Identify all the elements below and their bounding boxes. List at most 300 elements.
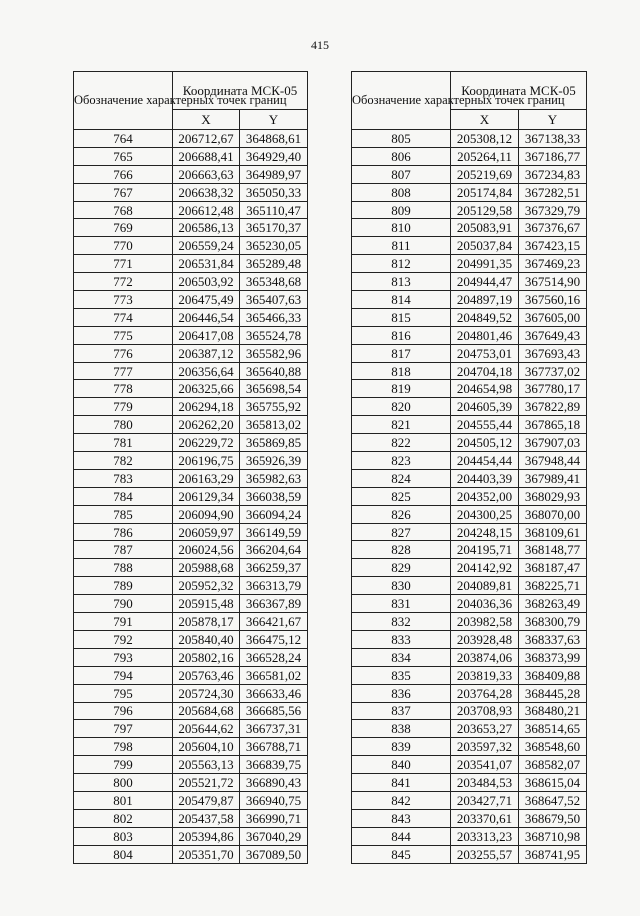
x-cell: 205802,16 bbox=[173, 648, 240, 666]
point-cell: 789 bbox=[74, 577, 173, 595]
y-cell: 368070,00 bbox=[519, 505, 587, 523]
table-row bbox=[74, 291, 308, 309]
x-cell: 206129,34 bbox=[173, 487, 240, 505]
y-cell: 368109,61 bbox=[519, 523, 587, 541]
table-row bbox=[74, 273, 308, 291]
table-row bbox=[74, 165, 308, 183]
point-cell: 807 bbox=[352, 165, 451, 183]
x-cell: 206417,08 bbox=[173, 326, 240, 344]
y-cell: 366990,71 bbox=[240, 809, 308, 827]
y-cell: 368514,65 bbox=[519, 720, 587, 738]
point-cell: 784 bbox=[74, 487, 173, 505]
point-cell: 819 bbox=[352, 380, 451, 398]
point-cell: 806 bbox=[352, 147, 451, 165]
table-row bbox=[352, 219, 587, 237]
y-cell: 366367,89 bbox=[240, 595, 308, 613]
x-cell: 203874,06 bbox=[451, 648, 519, 666]
table-row bbox=[74, 845, 308, 863]
table-row bbox=[74, 756, 308, 774]
table-row bbox=[352, 523, 587, 541]
x-cell: 206196,75 bbox=[173, 452, 240, 470]
y-cell: 365698,54 bbox=[240, 380, 308, 398]
y-cell: 368679,50 bbox=[519, 809, 587, 827]
x-cell: 206531,84 bbox=[173, 255, 240, 273]
y-cell: 365755,92 bbox=[240, 398, 308, 416]
table-row bbox=[352, 434, 587, 452]
y-cell: 365813,02 bbox=[240, 416, 308, 434]
x-cell: 206503,92 bbox=[173, 273, 240, 291]
header-x: X bbox=[173, 110, 240, 130]
y-cell: 365640,88 bbox=[240, 362, 308, 380]
header-point: Обозначение характерных точек границ bbox=[352, 72, 451, 130]
x-cell: 204089,81 bbox=[451, 577, 519, 595]
x-cell: 206559,24 bbox=[173, 237, 240, 255]
table-row bbox=[74, 648, 308, 666]
x-cell: 205604,10 bbox=[173, 738, 240, 756]
y-cell: 368647,52 bbox=[519, 791, 587, 809]
point-cell: 796 bbox=[74, 702, 173, 720]
point-cell: 764 bbox=[74, 130, 173, 148]
y-cell: 365230,05 bbox=[240, 237, 308, 255]
point-cell: 798 bbox=[74, 738, 173, 756]
point-cell: 816 bbox=[352, 326, 451, 344]
point-cell: 766 bbox=[74, 165, 173, 183]
y-cell: 366788,71 bbox=[240, 738, 308, 756]
y-cell: 367138,33 bbox=[519, 130, 587, 148]
y-cell: 366633,46 bbox=[240, 684, 308, 702]
y-cell: 368029,93 bbox=[519, 487, 587, 505]
table-row bbox=[74, 326, 308, 344]
x-cell: 203819,33 bbox=[451, 666, 519, 684]
y-cell: 365982,63 bbox=[240, 469, 308, 487]
y-cell: 368300,79 bbox=[519, 613, 587, 631]
table-row bbox=[352, 505, 587, 523]
point-cell: 794 bbox=[74, 666, 173, 684]
point-cell: 845 bbox=[352, 845, 451, 863]
table-row bbox=[74, 559, 308, 577]
table-row bbox=[352, 541, 587, 559]
x-cell: 203928,48 bbox=[451, 630, 519, 648]
table-row bbox=[74, 595, 308, 613]
x-cell: 203597,32 bbox=[451, 738, 519, 756]
y-cell: 366737,31 bbox=[240, 720, 308, 738]
table-row bbox=[352, 630, 587, 648]
x-cell: 204897,19 bbox=[451, 291, 519, 309]
y-cell: 365170,37 bbox=[240, 219, 308, 237]
point-cell: 839 bbox=[352, 738, 451, 756]
x-cell: 206163,29 bbox=[173, 469, 240, 487]
table-row bbox=[74, 702, 308, 720]
y-cell: 365524,78 bbox=[240, 326, 308, 344]
point-cell: 834 bbox=[352, 648, 451, 666]
table-row bbox=[74, 577, 308, 595]
x-cell: 206294,18 bbox=[173, 398, 240, 416]
y-cell: 366149,59 bbox=[240, 523, 308, 541]
y-cell: 367186,77 bbox=[519, 147, 587, 165]
x-cell: 203764,28 bbox=[451, 684, 519, 702]
y-cell: 367469,23 bbox=[519, 255, 587, 273]
page-number: 415 bbox=[311, 38, 329, 52]
y-cell: 367376,67 bbox=[519, 219, 587, 237]
y-cell: 367948,44 bbox=[519, 452, 587, 470]
y-cell: 367865,18 bbox=[519, 416, 587, 434]
table-row bbox=[74, 738, 308, 756]
point-cell: 772 bbox=[74, 273, 173, 291]
x-cell: 206586,13 bbox=[173, 219, 240, 237]
point-cell: 775 bbox=[74, 326, 173, 344]
y-cell: 366475,12 bbox=[240, 630, 308, 648]
point-cell: 810 bbox=[352, 219, 451, 237]
point-cell: 811 bbox=[352, 237, 451, 255]
y-cell: 366038,59 bbox=[240, 487, 308, 505]
table-row bbox=[352, 165, 587, 183]
x-cell: 204403,39 bbox=[451, 469, 519, 487]
x-cell: 203541,07 bbox=[451, 756, 519, 774]
point-cell: 768 bbox=[74, 201, 173, 219]
y-cell: 368225,71 bbox=[519, 577, 587, 595]
point-cell: 812 bbox=[352, 255, 451, 273]
x-cell: 206475,49 bbox=[173, 291, 240, 309]
table-row bbox=[352, 398, 587, 416]
point-cell: 828 bbox=[352, 541, 451, 559]
header-y: Y bbox=[240, 110, 308, 130]
y-cell: 367329,79 bbox=[519, 201, 587, 219]
x-cell: 205351,70 bbox=[173, 845, 240, 863]
point-cell: 843 bbox=[352, 809, 451, 827]
point-cell: 782 bbox=[74, 452, 173, 470]
point-cell: 813 bbox=[352, 273, 451, 291]
table-row bbox=[352, 666, 587, 684]
table-row bbox=[352, 326, 587, 344]
y-cell: 367514,90 bbox=[519, 273, 587, 291]
y-cell: 367089,50 bbox=[240, 845, 308, 863]
x-cell: 205521,72 bbox=[173, 774, 240, 792]
y-cell: 366094,24 bbox=[240, 505, 308, 523]
coordinates-table-left bbox=[73, 71, 308, 864]
table-row bbox=[74, 344, 308, 362]
table-row bbox=[352, 469, 587, 487]
point-cell: 779 bbox=[74, 398, 173, 416]
x-cell: 205394,86 bbox=[173, 827, 240, 845]
point-cell: 840 bbox=[352, 756, 451, 774]
x-cell: 205437,58 bbox=[173, 809, 240, 827]
y-cell: 368480,21 bbox=[519, 702, 587, 720]
x-cell: 206059,97 bbox=[173, 523, 240, 541]
x-cell: 204801,46 bbox=[451, 326, 519, 344]
x-cell: 205644,62 bbox=[173, 720, 240, 738]
point-cell: 802 bbox=[74, 809, 173, 827]
table-row bbox=[74, 630, 308, 648]
table-row bbox=[352, 613, 587, 631]
y-cell: 365582,96 bbox=[240, 344, 308, 362]
y-cell: 368548,60 bbox=[519, 738, 587, 756]
table-row bbox=[74, 308, 308, 326]
table-row bbox=[74, 613, 308, 631]
table-row bbox=[74, 505, 308, 523]
point-cell: 783 bbox=[74, 469, 173, 487]
point-cell: 804 bbox=[74, 845, 173, 863]
table-row bbox=[74, 774, 308, 792]
y-cell: 366528,24 bbox=[240, 648, 308, 666]
x-cell: 205724,30 bbox=[173, 684, 240, 702]
y-cell: 367605,00 bbox=[519, 308, 587, 326]
y-cell: 365869,85 bbox=[240, 434, 308, 452]
y-cell: 366204,64 bbox=[240, 541, 308, 559]
point-cell: 799 bbox=[74, 756, 173, 774]
point-cell: 773 bbox=[74, 291, 173, 309]
y-cell: 367907,03 bbox=[519, 434, 587, 452]
y-cell: 367780,17 bbox=[519, 380, 587, 398]
x-cell: 204352,00 bbox=[451, 487, 519, 505]
x-cell: 205915,48 bbox=[173, 595, 240, 613]
table-row bbox=[74, 791, 308, 809]
table-row bbox=[352, 684, 587, 702]
x-cell: 203708,93 bbox=[451, 702, 519, 720]
x-cell: 204036,36 bbox=[451, 595, 519, 613]
x-cell: 204142,92 bbox=[451, 559, 519, 577]
x-cell: 206663,63 bbox=[173, 165, 240, 183]
x-cell: 204605,39 bbox=[451, 398, 519, 416]
x-cell: 205952,32 bbox=[173, 577, 240, 595]
table-row bbox=[74, 416, 308, 434]
table-row bbox=[74, 362, 308, 380]
header-y: Y bbox=[519, 110, 587, 130]
point-cell: 786 bbox=[74, 523, 173, 541]
point-cell: 774 bbox=[74, 308, 173, 326]
table-row bbox=[352, 720, 587, 738]
table-row bbox=[352, 577, 587, 595]
y-cell: 367282,51 bbox=[519, 183, 587, 201]
x-cell: 205219,69 bbox=[451, 165, 519, 183]
y-cell: 368741,95 bbox=[519, 845, 587, 863]
x-cell: 205878,17 bbox=[173, 613, 240, 631]
point-cell: 820 bbox=[352, 398, 451, 416]
y-cell: 366890,43 bbox=[240, 774, 308, 792]
point-cell: 829 bbox=[352, 559, 451, 577]
point-cell: 844 bbox=[352, 827, 451, 845]
y-cell: 367693,43 bbox=[519, 344, 587, 362]
point-cell: 814 bbox=[352, 291, 451, 309]
x-cell: 204849,52 bbox=[451, 308, 519, 326]
table-row bbox=[352, 237, 587, 255]
table-row bbox=[352, 308, 587, 326]
point-cell: 815 bbox=[352, 308, 451, 326]
x-cell: 203255,57 bbox=[451, 845, 519, 863]
table-row bbox=[352, 362, 587, 380]
table-row bbox=[74, 237, 308, 255]
x-cell: 205264,11 bbox=[451, 147, 519, 165]
table-row bbox=[74, 452, 308, 470]
point-cell: 833 bbox=[352, 630, 451, 648]
table-row bbox=[74, 827, 308, 845]
x-cell: 206094,90 bbox=[173, 505, 240, 523]
point-cell: 788 bbox=[74, 559, 173, 577]
x-cell: 203982,58 bbox=[451, 613, 519, 631]
x-cell: 204505,12 bbox=[451, 434, 519, 452]
table-row bbox=[352, 183, 587, 201]
table-row bbox=[352, 273, 587, 291]
point-cell: 831 bbox=[352, 595, 451, 613]
point-cell: 785 bbox=[74, 505, 173, 523]
x-cell: 205129,58 bbox=[451, 201, 519, 219]
point-cell: 776 bbox=[74, 344, 173, 362]
x-cell: 205563,13 bbox=[173, 756, 240, 774]
y-cell: 368148,77 bbox=[519, 541, 587, 559]
table-row bbox=[352, 201, 587, 219]
y-cell: 368409,88 bbox=[519, 666, 587, 684]
table-row bbox=[352, 487, 587, 505]
y-cell: 368187,47 bbox=[519, 559, 587, 577]
x-cell: 206325,66 bbox=[173, 380, 240, 398]
table-row bbox=[352, 648, 587, 666]
header-point: Обозначение характерных точек границ bbox=[74, 72, 173, 130]
x-cell: 203370,61 bbox=[451, 809, 519, 827]
table-row bbox=[74, 183, 308, 201]
table-row bbox=[74, 380, 308, 398]
table-row bbox=[352, 416, 587, 434]
y-cell: 368373,99 bbox=[519, 648, 587, 666]
point-cell: 809 bbox=[352, 201, 451, 219]
y-cell: 364929,40 bbox=[240, 147, 308, 165]
y-cell: 365926,39 bbox=[240, 452, 308, 470]
y-cell: 365348,68 bbox=[240, 273, 308, 291]
table-row bbox=[74, 398, 308, 416]
table-row bbox=[352, 809, 587, 827]
x-cell: 203313,23 bbox=[451, 827, 519, 845]
x-cell: 205479,87 bbox=[173, 791, 240, 809]
x-cell: 205083,91 bbox=[451, 219, 519, 237]
point-cell: 792 bbox=[74, 630, 173, 648]
y-cell: 366940,75 bbox=[240, 791, 308, 809]
table-row bbox=[352, 827, 587, 845]
y-cell: 366313,79 bbox=[240, 577, 308, 595]
x-cell: 205174,84 bbox=[451, 183, 519, 201]
point-cell: 821 bbox=[352, 416, 451, 434]
point-cell: 823 bbox=[352, 452, 451, 470]
point-cell: 842 bbox=[352, 791, 451, 809]
table-row bbox=[352, 380, 587, 398]
x-cell: 205308,12 bbox=[451, 130, 519, 148]
table-row bbox=[74, 809, 308, 827]
point-cell: 808 bbox=[352, 183, 451, 201]
point-cell: 778 bbox=[74, 380, 173, 398]
point-cell: 795 bbox=[74, 684, 173, 702]
x-cell: 205684,68 bbox=[173, 702, 240, 720]
x-cell: 206612,48 bbox=[173, 201, 240, 219]
table-row bbox=[352, 452, 587, 470]
point-cell: 787 bbox=[74, 541, 173, 559]
point-cell: 817 bbox=[352, 344, 451, 362]
x-cell: 204991,35 bbox=[451, 255, 519, 273]
x-cell: 206688,41 bbox=[173, 147, 240, 165]
table-row bbox=[74, 720, 308, 738]
table-row bbox=[352, 774, 587, 792]
table-row bbox=[74, 469, 308, 487]
y-cell: 364989,97 bbox=[240, 165, 308, 183]
table-row bbox=[352, 845, 587, 863]
point-cell: 832 bbox=[352, 613, 451, 631]
coordinates-table-right bbox=[351, 71, 587, 864]
table-row bbox=[352, 344, 587, 362]
point-cell: 835 bbox=[352, 666, 451, 684]
y-cell: 368337,63 bbox=[519, 630, 587, 648]
y-cell: 366581,02 bbox=[240, 666, 308, 684]
point-cell: 771 bbox=[74, 255, 173, 273]
x-cell: 205037,84 bbox=[451, 237, 519, 255]
y-cell: 367822,89 bbox=[519, 398, 587, 416]
y-cell: 365110,47 bbox=[240, 201, 308, 219]
x-cell: 203484,53 bbox=[451, 774, 519, 792]
x-cell: 206024,56 bbox=[173, 541, 240, 559]
table-row bbox=[74, 434, 308, 452]
table-row bbox=[74, 219, 308, 237]
point-cell: 797 bbox=[74, 720, 173, 738]
point-cell: 826 bbox=[352, 505, 451, 523]
point-cell: 822 bbox=[352, 434, 451, 452]
table-row bbox=[74, 523, 308, 541]
y-cell: 367649,43 bbox=[519, 326, 587, 344]
point-cell: 769 bbox=[74, 219, 173, 237]
y-cell: 367234,83 bbox=[519, 165, 587, 183]
x-cell: 206446,54 bbox=[173, 308, 240, 326]
y-cell: 366685,56 bbox=[240, 702, 308, 720]
point-cell: 841 bbox=[352, 774, 451, 792]
table-row bbox=[352, 255, 587, 273]
header-coordinate: Координата МСК-05 bbox=[173, 72, 308, 110]
x-cell: 204248,15 bbox=[451, 523, 519, 541]
table-row bbox=[74, 255, 308, 273]
x-cell: 204195,71 bbox=[451, 541, 519, 559]
point-cell: 836 bbox=[352, 684, 451, 702]
x-cell: 205988,68 bbox=[173, 559, 240, 577]
y-cell: 364868,61 bbox=[240, 130, 308, 148]
point-cell: 838 bbox=[352, 720, 451, 738]
point-cell: 824 bbox=[352, 469, 451, 487]
table-row bbox=[74, 201, 308, 219]
x-cell: 206356,64 bbox=[173, 362, 240, 380]
x-cell: 203427,71 bbox=[451, 791, 519, 809]
table-row bbox=[352, 595, 587, 613]
table-row bbox=[74, 487, 308, 505]
table-row bbox=[352, 738, 587, 756]
x-cell: 206638,32 bbox=[173, 183, 240, 201]
x-cell: 205840,40 bbox=[173, 630, 240, 648]
y-cell: 367737,02 bbox=[519, 362, 587, 380]
x-cell: 204753,01 bbox=[451, 344, 519, 362]
table-row bbox=[74, 684, 308, 702]
y-cell: 368582,07 bbox=[519, 756, 587, 774]
y-cell: 368710,98 bbox=[519, 827, 587, 845]
table-row bbox=[352, 291, 587, 309]
point-cell: 825 bbox=[352, 487, 451, 505]
table-row bbox=[74, 130, 308, 148]
point-cell: 791 bbox=[74, 613, 173, 631]
point-cell: 803 bbox=[74, 827, 173, 845]
x-cell: 206262,20 bbox=[173, 416, 240, 434]
y-cell: 368445,28 bbox=[519, 684, 587, 702]
x-cell: 204704,18 bbox=[451, 362, 519, 380]
point-cell: 765 bbox=[74, 147, 173, 165]
point-cell: 781 bbox=[74, 434, 173, 452]
y-cell: 365407,63 bbox=[240, 291, 308, 309]
y-cell: 368263,49 bbox=[519, 595, 587, 613]
y-cell: 367040,29 bbox=[240, 827, 308, 845]
point-cell: 818 bbox=[352, 362, 451, 380]
y-cell: 366421,67 bbox=[240, 613, 308, 631]
point-cell: 767 bbox=[74, 183, 173, 201]
x-cell: 203653,27 bbox=[451, 720, 519, 738]
point-cell: 777 bbox=[74, 362, 173, 380]
